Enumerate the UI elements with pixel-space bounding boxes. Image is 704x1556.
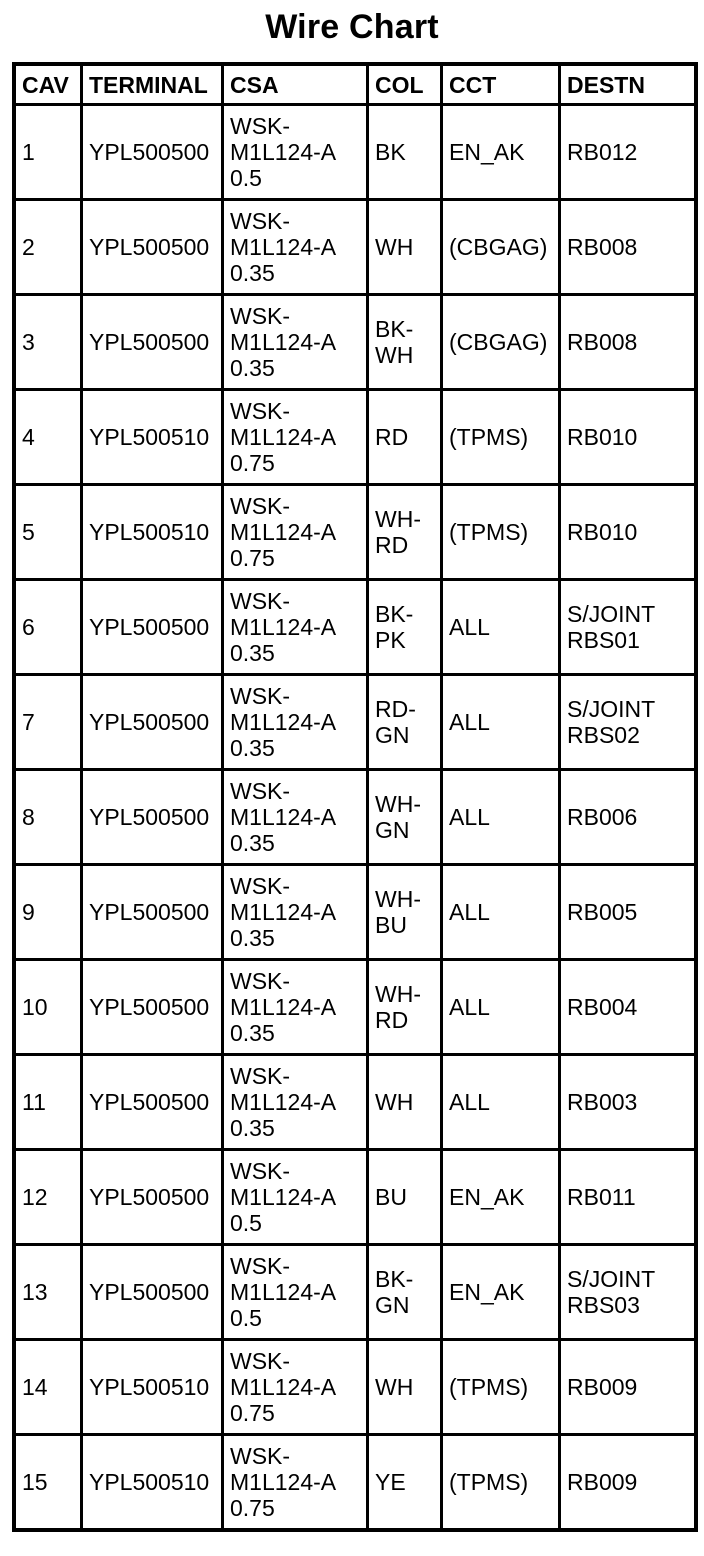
- cell-cav: 1: [16, 106, 83, 201]
- table-row: [16, 866, 694, 961]
- cell-col-line: GN: [375, 1292, 410, 1318]
- cell-csa-line: M1L124-A: [230, 1469, 337, 1495]
- cell-cav: 5: [16, 486, 83, 581]
- cell-col-line: BK-: [375, 1266, 414, 1292]
- cell-destn-line: RBS02: [567, 722, 640, 748]
- table-row: [16, 201, 694, 296]
- cell-csa: [224, 1436, 369, 1528]
- cell-csa: [224, 296, 369, 391]
- cell-terminal: YPL500510: [83, 1436, 224, 1528]
- cell-csa-line: M1L124-A: [230, 1184, 337, 1210]
- cell-destn: [561, 771, 694, 866]
- cell-csa: [224, 676, 369, 771]
- cell-csa: [224, 581, 369, 676]
- cell-csa: [224, 1056, 369, 1151]
- table-header-row: [16, 66, 694, 106]
- cell-cct: EN_AK: [443, 1246, 561, 1341]
- cell-cav: 6: [16, 581, 83, 676]
- cell-destn-line: RB004: [567, 994, 638, 1020]
- cell-csa-line: 0.5: [230, 1210, 262, 1236]
- cell-col-line: RD: [375, 424, 409, 450]
- cell-col: [369, 1436, 443, 1528]
- cell-destn-line: RB008: [567, 329, 638, 355]
- cell-terminal: YPL500500: [83, 676, 224, 771]
- cell-col-line: WH-: [375, 981, 421, 1007]
- cell-csa-line: 0.75: [230, 450, 275, 476]
- cell-csa-line: 0.5: [230, 1305, 262, 1331]
- cell-cav: 8: [16, 771, 83, 866]
- cell-terminal: YPL500500: [83, 866, 224, 961]
- cell-terminal: YPL500500: [83, 961, 224, 1056]
- cell-col-line: RD: [375, 532, 409, 558]
- cell-destn-line: RB009: [567, 1469, 638, 1495]
- cell-csa-line: 0.35: [230, 830, 275, 856]
- cell-col-line: BK-: [375, 316, 414, 342]
- cell-destn: [561, 1056, 694, 1151]
- cell-col-line: GN: [375, 817, 410, 843]
- cell-cct: ALL: [443, 866, 561, 961]
- cell-csa-line: WSK-: [230, 1348, 291, 1374]
- column-header-cct: CCT: [443, 66, 561, 106]
- cell-csa-line: 0.35: [230, 735, 275, 761]
- cell-terminal: YPL500510: [83, 486, 224, 581]
- cell-csa: [224, 486, 369, 581]
- cell-col-line: WH: [375, 234, 414, 260]
- cell-destn-line: RB003: [567, 1089, 638, 1115]
- cell-terminal: YPL500500: [83, 296, 224, 391]
- cell-cct: (CBGAG): [443, 296, 561, 391]
- cell-col: [369, 106, 443, 201]
- cell-csa: [224, 201, 369, 296]
- cell-terminal: YPL500500: [83, 1246, 224, 1341]
- column-header-col: COL: [369, 66, 443, 106]
- cell-cav: 7: [16, 676, 83, 771]
- cell-destn: [561, 106, 694, 201]
- cell-csa-line: 0.35: [230, 640, 275, 666]
- cell-col: [369, 1056, 443, 1151]
- column-header-destn: DESTN: [561, 66, 694, 106]
- cell-destn-line: RB011: [567, 1184, 636, 1210]
- cell-destn: [561, 296, 694, 391]
- cell-cav: 11: [16, 1056, 83, 1151]
- cell-csa-line: M1L124-A: [230, 1374, 337, 1400]
- cell-cct: (CBGAG): [443, 201, 561, 296]
- table-row: [16, 391, 694, 486]
- cell-destn: [561, 1151, 694, 1246]
- cell-terminal: YPL500500: [83, 1151, 224, 1246]
- cell-col-line: GN: [375, 722, 410, 748]
- cell-csa-line: M1L124-A: [230, 804, 337, 830]
- cell-csa-line: M1L124-A: [230, 614, 337, 640]
- cell-col-line: PK: [375, 627, 406, 653]
- cell-col-line: WH-: [375, 791, 421, 817]
- cell-csa-line: 0.35: [230, 1020, 275, 1046]
- cell-terminal: YPL500500: [83, 581, 224, 676]
- column-header-csa: CSA: [224, 66, 369, 106]
- cell-csa-line: 0.35: [230, 355, 275, 381]
- cell-cct: EN_AK: [443, 106, 561, 201]
- cell-csa-line: M1L124-A: [230, 139, 337, 165]
- cell-cav: 14: [16, 1341, 83, 1436]
- column-header-cav: CAV: [16, 66, 83, 106]
- cell-csa-line: 0.35: [230, 925, 275, 951]
- cell-csa: [224, 771, 369, 866]
- cell-csa: [224, 1151, 369, 1246]
- cell-cct: ALL: [443, 581, 561, 676]
- cell-destn-line: S/JOINT: [567, 1266, 656, 1292]
- cell-col: [369, 391, 443, 486]
- cell-destn: [561, 201, 694, 296]
- cell-destn-line: RB012: [567, 139, 638, 165]
- cell-col-line: WH: [375, 1374, 414, 1400]
- cell-col-line: BU: [375, 1184, 407, 1210]
- cell-terminal: YPL500500: [83, 1056, 224, 1151]
- cell-destn-line: RB005: [567, 899, 638, 925]
- cell-cav: 9: [16, 866, 83, 961]
- table-row: [16, 581, 694, 676]
- cell-destn: [561, 1341, 694, 1436]
- cell-csa-line: 0.75: [230, 1400, 275, 1426]
- cell-cct: ALL: [443, 771, 561, 866]
- cell-csa-line: 0.35: [230, 1115, 275, 1141]
- cell-cct: ALL: [443, 961, 561, 1056]
- cell-csa-line: M1L124-A: [230, 709, 337, 735]
- cell-csa: [224, 391, 369, 486]
- cell-csa-line: WSK-: [230, 1443, 291, 1469]
- cell-destn-line: RB010: [567, 424, 638, 450]
- cell-cct: ALL: [443, 676, 561, 771]
- cell-csa-line: M1L124-A: [230, 1279, 337, 1305]
- cell-csa-line: WSK-: [230, 1063, 291, 1089]
- table-row: [16, 771, 694, 866]
- cell-terminal: YPL500510: [83, 1341, 224, 1436]
- cell-cct: (TPMS): [443, 391, 561, 486]
- cell-col-line: WH-: [375, 506, 421, 532]
- cell-col: [369, 1246, 443, 1341]
- cell-col: [369, 1341, 443, 1436]
- cell-csa-line: 0.75: [230, 545, 275, 571]
- cell-csa-line: WSK-: [230, 208, 291, 234]
- cell-col-line: BK-: [375, 601, 414, 627]
- cell-cct: (TPMS): [443, 1341, 561, 1436]
- cell-destn: [561, 866, 694, 961]
- cell-csa-line: WSK-: [230, 113, 291, 139]
- cell-cav: 12: [16, 1151, 83, 1246]
- cell-col-line: BK: [375, 139, 406, 165]
- cell-col-line: WH: [375, 1089, 414, 1115]
- cell-terminal: YPL500500: [83, 106, 224, 201]
- table-row: [16, 1151, 694, 1246]
- table-row: [16, 106, 694, 201]
- cell-cav: 15: [16, 1436, 83, 1528]
- cell-csa-line: WSK-: [230, 303, 291, 329]
- cell-csa-line: WSK-: [230, 493, 291, 519]
- cell-col: [369, 771, 443, 866]
- cell-col: [369, 1151, 443, 1246]
- cell-csa: [224, 961, 369, 1056]
- cell-destn-line: RB009: [567, 1374, 638, 1400]
- cell-cct: ALL: [443, 1056, 561, 1151]
- page-title: Wire Chart: [265, 8, 439, 46]
- cell-destn: [561, 1436, 694, 1528]
- cell-col-line: YE: [375, 1469, 406, 1495]
- cell-csa-line: M1L124-A: [230, 899, 337, 925]
- table-row: [16, 1246, 694, 1341]
- cell-col: [369, 676, 443, 771]
- cell-csa-line: WSK-: [230, 1158, 291, 1184]
- cell-destn-line: RB010: [567, 519, 638, 545]
- cell-col-line: RD: [375, 1007, 409, 1033]
- cell-cct: (TPMS): [443, 486, 561, 581]
- table-row: [16, 1056, 694, 1151]
- cell-csa-line: M1L124-A: [230, 329, 337, 355]
- cell-cav: 4: [16, 391, 83, 486]
- cell-destn-line: RB008: [567, 234, 638, 260]
- cell-csa-line: M1L124-A: [230, 994, 337, 1020]
- cell-terminal: YPL500500: [83, 201, 224, 296]
- cell-csa-line: WSK-: [230, 968, 291, 994]
- cell-cav: 2: [16, 201, 83, 296]
- cell-terminal: YPL500500: [83, 771, 224, 866]
- cell-csa: [224, 1341, 369, 1436]
- cell-destn-line: RBS03: [567, 1292, 640, 1318]
- table-row: [16, 486, 694, 581]
- cell-destn: [561, 676, 694, 771]
- cell-destn-line: RBS01: [567, 627, 640, 653]
- column-header-terminal: TERMINAL: [83, 66, 224, 106]
- cell-col: [369, 961, 443, 1056]
- table-row: [16, 676, 694, 771]
- cell-csa-line: WSK-: [230, 683, 291, 709]
- cell-destn: [561, 581, 694, 676]
- cell-destn: [561, 961, 694, 1056]
- cell-csa-line: M1L124-A: [230, 424, 337, 450]
- cell-destn-line: S/JOINT: [567, 696, 656, 722]
- table-row: [16, 296, 694, 391]
- cell-csa-line: 0.75: [230, 1495, 275, 1521]
- cell-destn: [561, 486, 694, 581]
- cell-col: [369, 486, 443, 581]
- cell-csa-line: WSK-: [230, 873, 291, 899]
- cell-cav: 13: [16, 1246, 83, 1341]
- cell-csa-line: M1L124-A: [230, 1089, 337, 1115]
- table-row: [16, 961, 694, 1056]
- cell-col: [369, 866, 443, 961]
- cell-cav: 3: [16, 296, 83, 391]
- cell-cav: 10: [16, 961, 83, 1056]
- cell-csa-line: 0.5: [230, 165, 262, 191]
- wire-chart-table: [12, 62, 698, 1532]
- cell-col-line: BU: [375, 912, 407, 938]
- cell-col-line: WH: [375, 342, 414, 368]
- cell-col: [369, 581, 443, 676]
- cell-destn-line: RB006: [567, 804, 638, 830]
- table-row: [16, 1341, 694, 1436]
- cell-cct: (TPMS): [443, 1436, 561, 1528]
- cell-destn: [561, 1246, 694, 1341]
- cell-destn-line: S/JOINT: [567, 601, 656, 627]
- cell-destn: [561, 391, 694, 486]
- cell-csa-line: M1L124-A: [230, 234, 337, 260]
- cell-col-line: RD-: [375, 696, 416, 722]
- cell-csa-line: 0.35: [230, 260, 275, 286]
- cell-col-line: WH-: [375, 886, 421, 912]
- cell-cct: EN_AK: [443, 1151, 561, 1246]
- cell-terminal: YPL500510: [83, 391, 224, 486]
- cell-csa-line: WSK-: [230, 778, 291, 804]
- cell-csa-line: WSK-: [230, 1253, 291, 1279]
- cell-csa-line: M1L124-A: [230, 519, 337, 545]
- cell-csa: [224, 1246, 369, 1341]
- cell-csa-line: WSK-: [230, 398, 291, 424]
- cell-csa: [224, 106, 369, 201]
- cell-col: [369, 296, 443, 391]
- cell-csa-line: WSK-: [230, 588, 291, 614]
- cell-col: [369, 201, 443, 296]
- cell-csa: [224, 866, 369, 961]
- table-row: [16, 1436, 694, 1528]
